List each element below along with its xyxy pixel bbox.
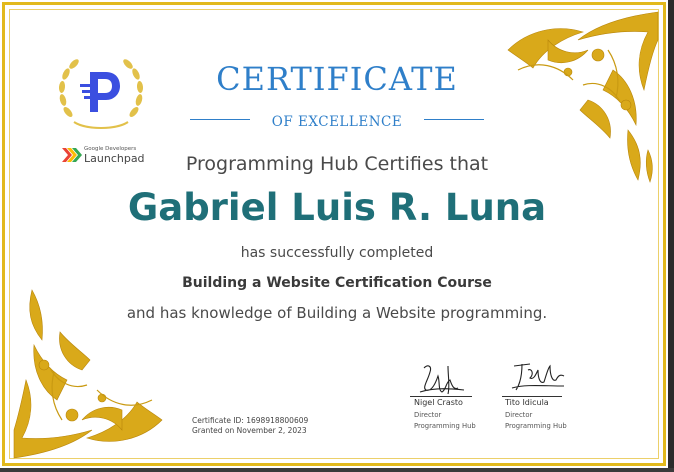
completed-line: has successfully completed (240, 245, 434, 261)
signer-title (505, 410, 567, 432)
course-name: Building a Website Certification Course (182, 275, 492, 291)
signer-role: Director (505, 411, 533, 419)
launchpad-small-label: Google Developers (84, 146, 137, 152)
certifies-line: Programming Hub Certifies that (185, 153, 489, 175)
signer-block-1 (414, 398, 476, 432)
signer-block-2 (505, 398, 567, 432)
signature-tito-idicula (510, 360, 566, 394)
viewer-edge-bottom (0, 468, 674, 472)
granted-date: Granted on November 2, 2023 (192, 426, 307, 435)
viewer-edge-right (668, 0, 674, 472)
recipient-name: Gabriel Luis R. Luna (127, 186, 547, 229)
certificate-subtitle: OF EXCELLENCE (271, 114, 403, 130)
signature-line-1 (410, 396, 472, 397)
signer-role: Director (414, 411, 442, 419)
signer-title (414, 410, 476, 432)
subtitle-row (0, 111, 674, 130)
signer-name: Tito Idicula (505, 398, 549, 407)
launchpad-label: Launchpad (84, 152, 145, 165)
certificate-title: CERTIFICATE (216, 60, 458, 98)
knowledge-line: and has knowledge of Building a Website programming. (126, 304, 548, 322)
signer-org: Programming Hub (414, 422, 476, 430)
signer-org: Programming Hub (505, 422, 567, 430)
certificate-id: Certificate ID: 1698918800609 (192, 416, 309, 425)
signature-nigel-crasto (418, 362, 466, 396)
certificate-meta (192, 416, 308, 436)
signer-name: Nigel Crasto (414, 398, 463, 407)
signature-line-2 (502, 396, 562, 397)
